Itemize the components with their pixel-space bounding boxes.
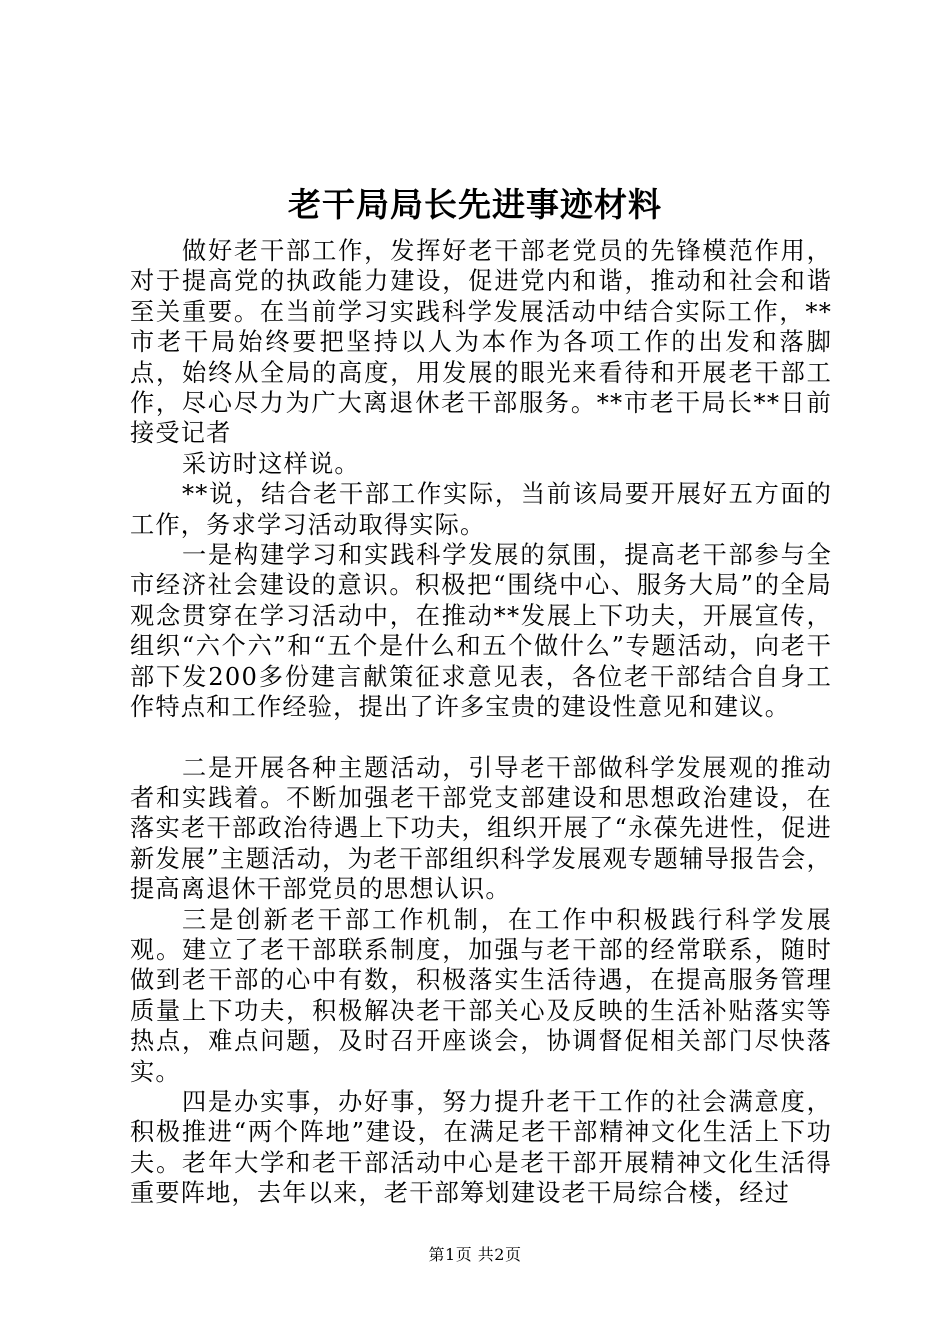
paragraph-point-one: 一是构建学习和实践科学发展的氛围，提高老干部参与全市经济社会建设的意识。积极把“围绕中心、服务大局”的全局观念贯穿在学习活动中，在推动**发展上下功夫，开展宣传，组织“六个六”和“五个是什么和五个做什么”专题活动，向老干部下发200多份建言献策征求意见表，各位老干部结合自身工作特点和工作经验，提出了许多宝贵的建设性意见和建议。 [130,541,832,722]
document-title: 老干局局长先进事迹材料 [288,185,662,224]
document-body [130,236,832,1209]
paragraph-point-two: 二是开展各种主题活动，引导老干部做科学发展观的推动者和实践着。不断加强老干部党支部建设和思想政治建设，在落实老干部政治待遇上下功夫，组织开展了“永葆先进性，促进新发展”主题活动，为老干部组织科学发展观专题辅导报告会，提高离退休干部党员的思想认识。 [130,753,832,904]
paragraph-intro: 做好老干部工作，发挥好老干部老党员的先锋模范作用，对于提高党的执政能力建设，促进党内和谐，推动和社会和谐至关重要。在当前学习实践科学发展活动中结合实际工作，**市老干局始终要把坚持以人为本作为各项工作的出发和落脚点，始终从全局的高度，用发展的眼光来看待和开展老干部工作，尽心尽力为广大离退休老干部服务。**市老干局长**日前接受记者 [130,237,832,448]
paragraph-summary: **说，结合老干部工作实际，当前该局要开展好五方面的工作，务求学习活动取得实际。 [130,480,832,539]
paragraph-interview: 采访时这样说。 [182,449,360,478]
page-footer: 第1页 共2页 [428,1245,522,1264]
paragraph-point-four: 四是办实事，办好事，努力提升老干工作的社会满意度，积极推进“两个阵地”建设，在满足老干部精神文化生活上下功夫。老年大学和老干部活动中心是老干部开展精神文化生活得重要阵地，去年以来，老干部筹划建设老干局综合楼，经过 [130,1087,832,1208]
paragraph-point-three: 三是创新老干部工作机制，在工作中积极践行科学发展观。建立了老干部联系制度，加强与老干部的经常联系，随时做到老干部的心中有数，积极落实生活待遇，在提高服务管理质量上下功夫，积极解决老干部关心及反映的生活补贴落实等热点，难点问题，及时召开座谈会，协调督促相关部门尽快落实。 [130,905,832,1086]
